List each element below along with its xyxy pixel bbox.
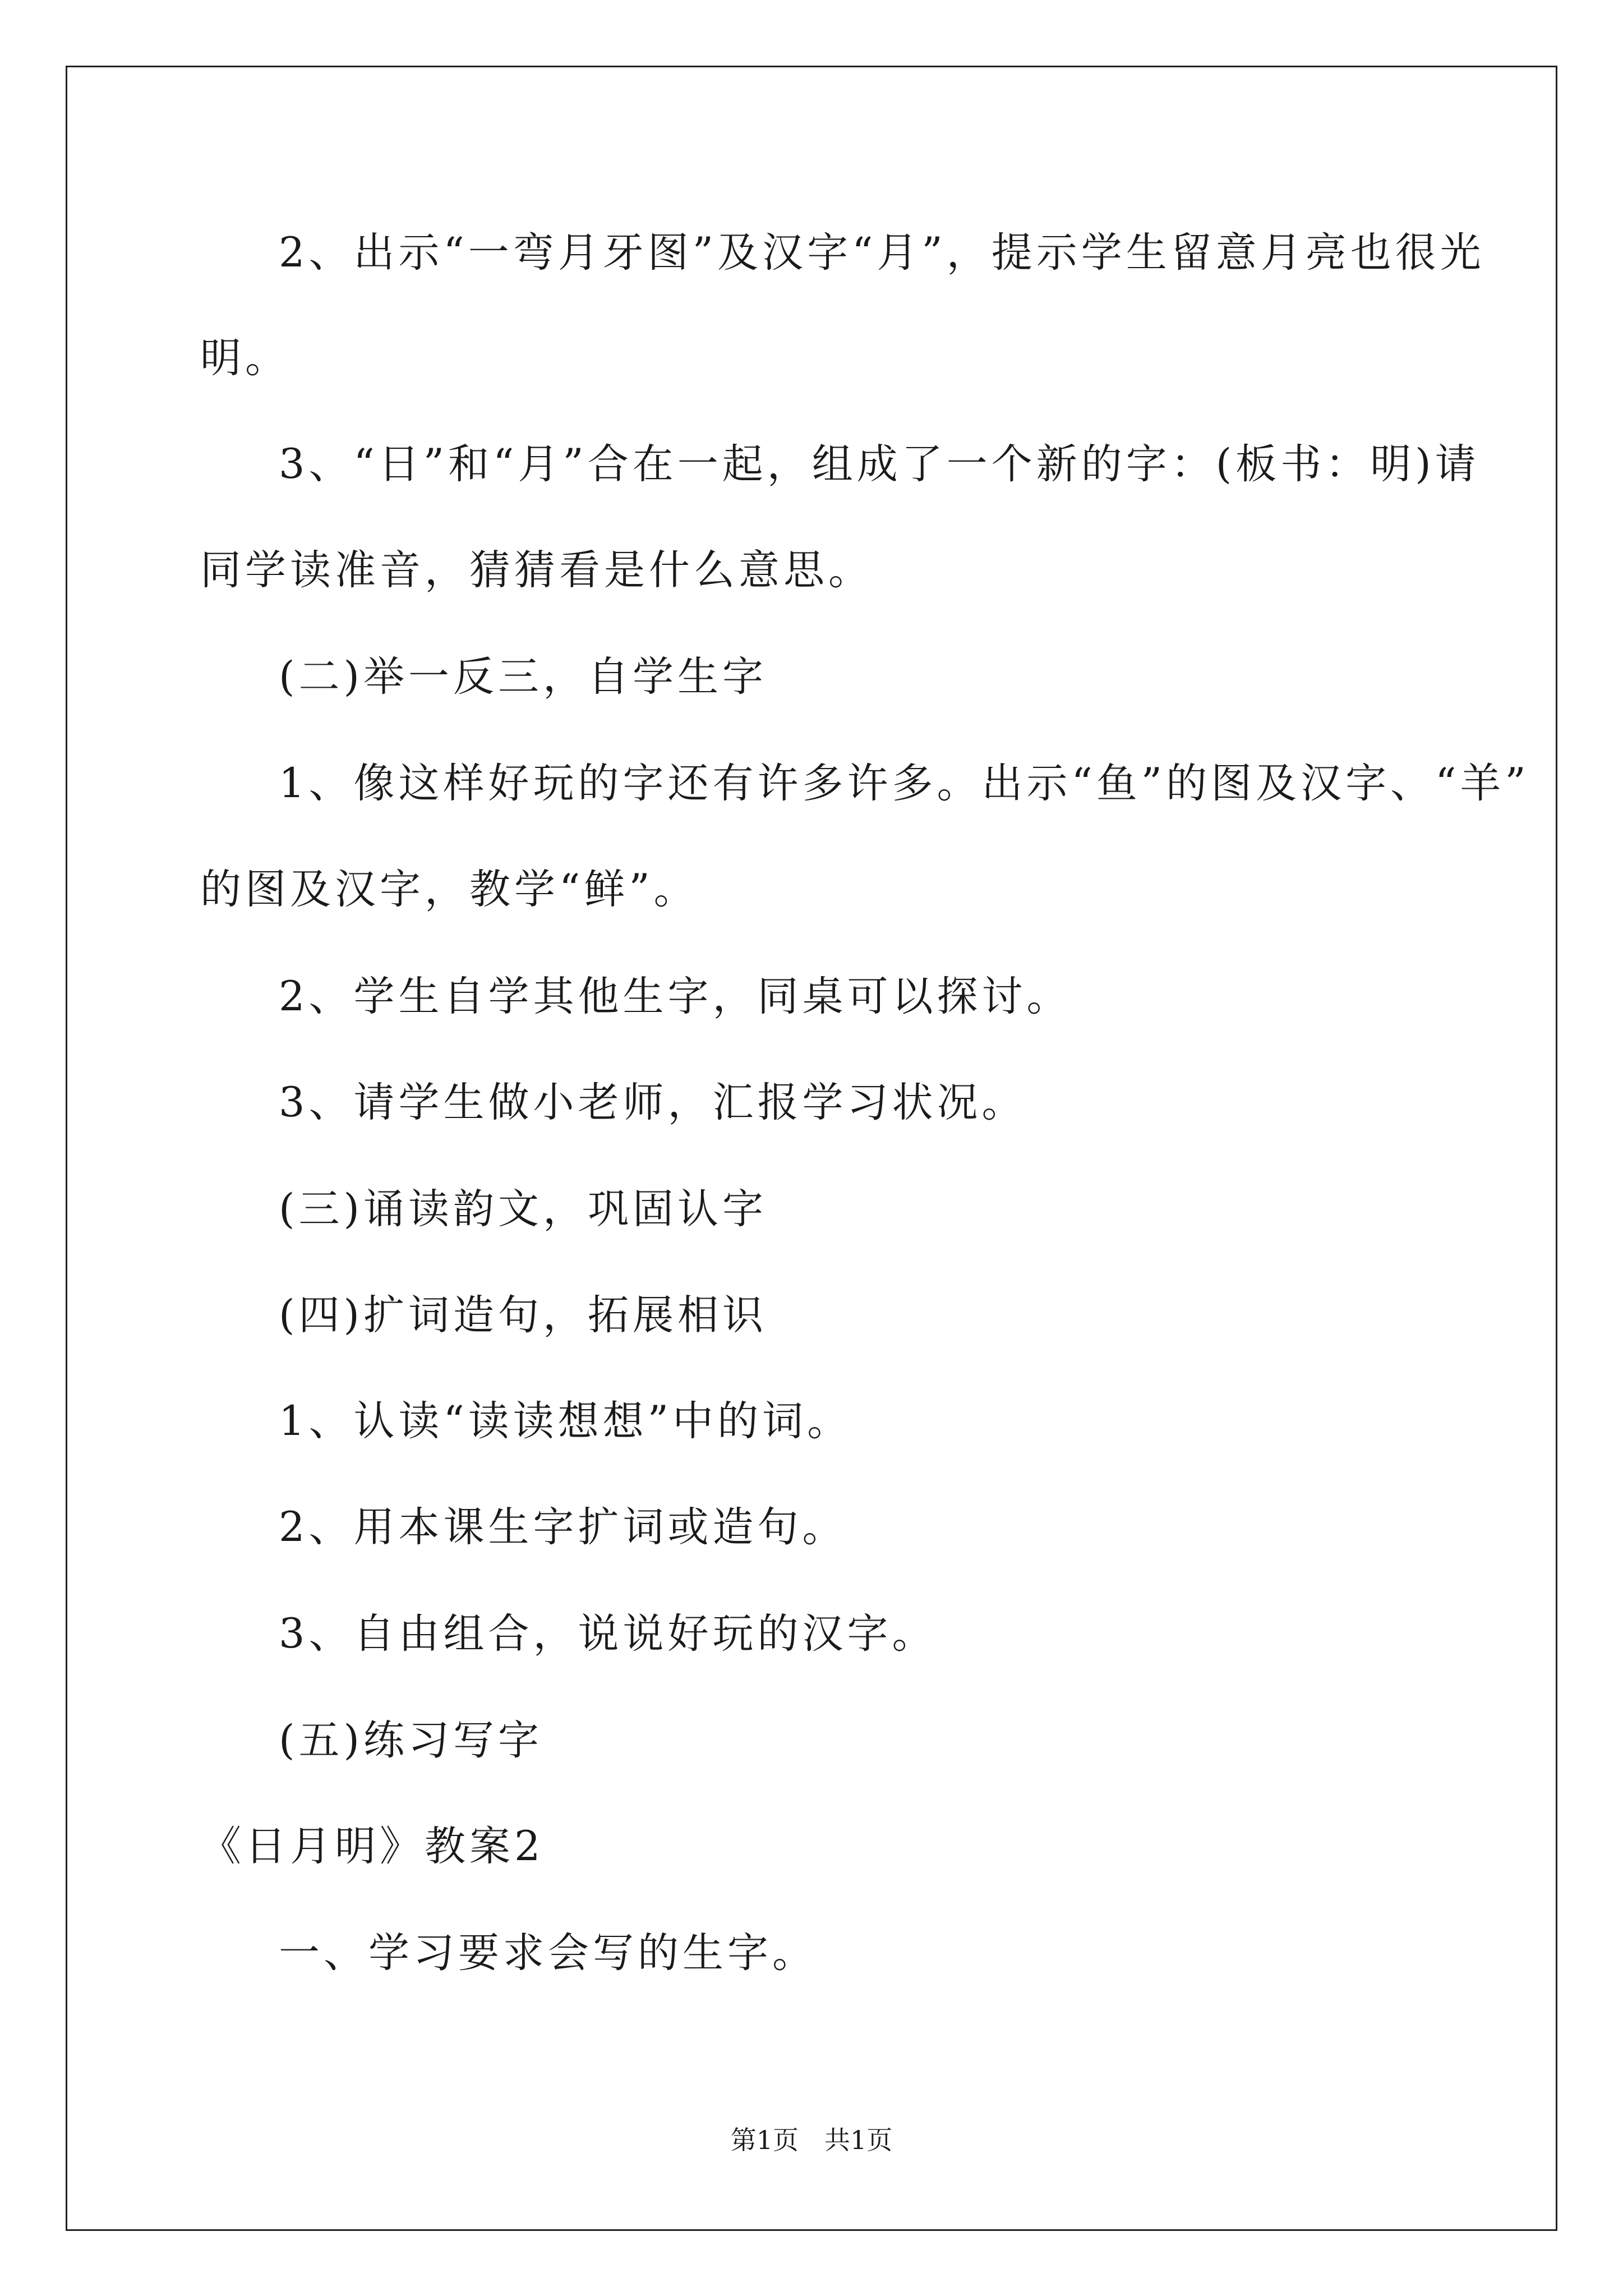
paragraph-line: 2、学生自学其他生字，同桌可以探讨。	[279, 973, 1072, 1020]
paragraph-line: 3、请学生做小老师，汇报学习状况。	[279, 1079, 1027, 1126]
paragraph-line: 的图及汉字，教学“鲜”。	[200, 866, 699, 913]
paragraph-line: 一、学习要求会写的生字。	[279, 1929, 817, 1977]
page-border	[66, 66, 1557, 2231]
section-heading: (二)举一反三，自学生字	[279, 653, 767, 701]
paragraph-line: 3、自由组合，说说好玩的汉字。	[279, 1610, 937, 1658]
paragraph-line: 2、用本课生字扩词或造句。	[279, 1503, 847, 1551]
paragraph-line: 3、“日”和“月”合在一起，组成了一个新的字：(板书：明)请	[279, 440, 1480, 488]
section-heading: (四)扩词造句，拓展相识	[279, 1291, 767, 1339]
section-heading: (五)练习写字	[279, 1717, 543, 1764]
paragraph-line: 明。	[200, 334, 290, 382]
paragraph-line: 1、认读“读读想想”中的词。	[279, 1397, 852, 1445]
page-number-footer: 第1页 共1页	[730, 2125, 893, 2155]
document-title: 《日月明》教案2	[200, 1823, 545, 1870]
paragraph-line: 同学读准音，猜猜看是什么意思。	[200, 546, 873, 594]
paragraph-line: 1、像这样好玩的字还有许多许多。出示“鱼”的图及汉字、“羊”	[279, 760, 1530, 807]
section-heading: (三)诵读韵文，巩固认字	[279, 1185, 767, 1233]
paragraph-line: 2、出示“一弯月牙图”及汉字“月”，提示学生留意月亮也很光	[279, 229, 1485, 277]
